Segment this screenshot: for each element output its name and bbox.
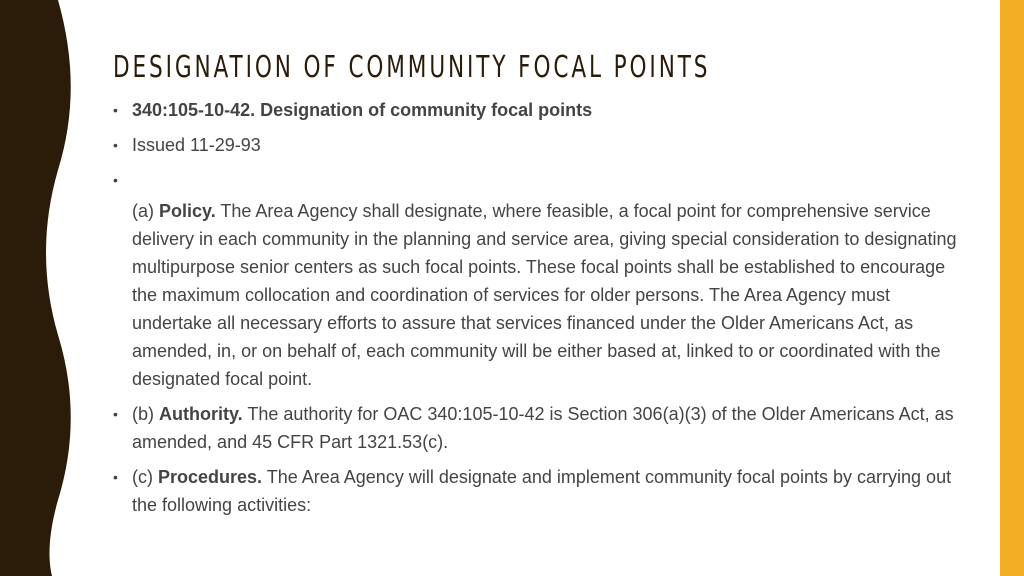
rule-heading: 340:105-10-42. Designation of community focal points: [132, 100, 593, 120]
accent-strip: [1000, 0, 1024, 576]
bullet-dot-icon: •: [113, 469, 118, 485]
procedures-label: Procedures.: [158, 467, 263, 487]
bullet-dot-icon: •: [113, 137, 118, 153]
policy-text: The Area Agency shall designate, where feasible, a focal point for comprehensive service delivery in each community in the planning and service area, giving special consideration to designating multipurpose senior centers as such focal points. These focal points shall be established to encourage the maximum collocation and coordination of services for older persons. The Area Agency must undertake all necessary efforts to assure that services financed under the Older Americans Act, as amended, in, or on behalf of, each community will be either based at, linked to or coordinated with the designated focal point.: [132, 201, 957, 389]
bullet-dot-icon: •: [113, 406, 118, 422]
slide-title: DESIGNATION OF COMMUNITY FOCAL POINTS: [113, 50, 711, 85]
bullet-dot-icon: •: [113, 102, 118, 118]
policy-prefix: (a): [132, 201, 159, 221]
slide-content: [113, 96, 963, 519]
bullet-item-authority: [113, 400, 963, 456]
bullet-dot-icon: •: [113, 172, 118, 188]
procedures-paragraph: [132, 463, 963, 519]
policy-label: Policy.: [159, 201, 216, 221]
authority-label: Authority.: [159, 404, 243, 424]
wavy-left-border: [0, 0, 80, 576]
bullet-item-rule: [113, 96, 963, 124]
authority-prefix: (b): [132, 404, 159, 424]
bullet-item-issued: [113, 131, 963, 159]
policy-paragraph: [113, 197, 963, 393]
authority-paragraph: [132, 400, 963, 456]
bullet-item-procedures: [113, 463, 963, 519]
authority-text: The authority for OAC 340:105-10-42 is Section 306(a)(3) of the Older Americans Act, as amended, and 45 CFR Part 1321.53(c).: [132, 404, 954, 452]
issued-date: Issued 11-29-93: [132, 135, 261, 155]
procedures-text: The Area Agency will designate and implement community focal points by carrying out the following activities:: [132, 467, 952, 515]
bullet-item-empty: [113, 166, 963, 194]
procedures-prefix: (c): [132, 467, 158, 487]
